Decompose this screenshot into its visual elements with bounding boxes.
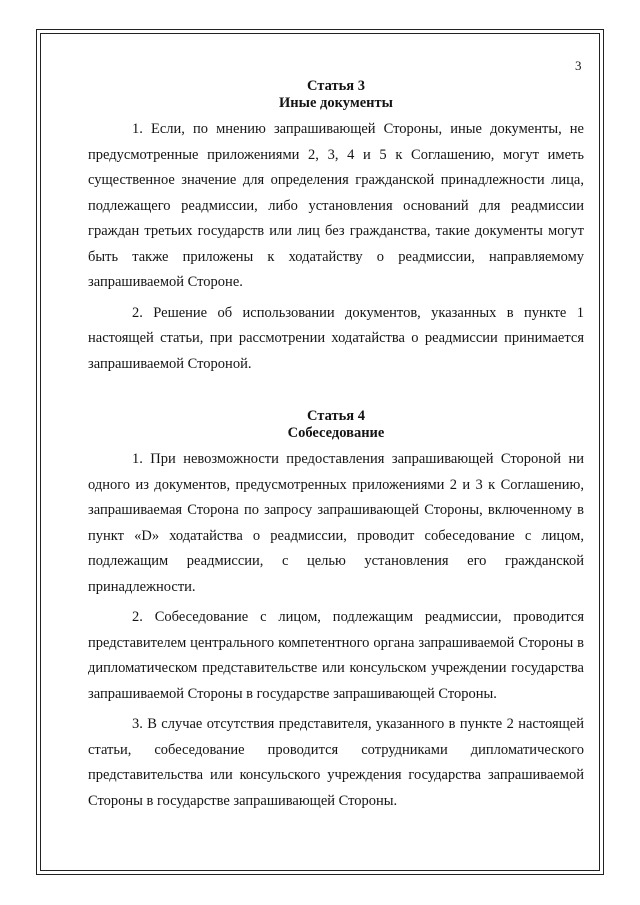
article-4-paragraph-3-text: 3. В случае отсутствия представителя, указанного в пункте 2 настоящей статьи, собеседование проводится сотрудниками дипломатического представительства или консульского учреждения государства запрашиваемой Стороны в государстве запрашивающей Стороны. [88,716,584,809]
article-3-paragraph-1 [88,117,584,296]
article-3-paragraph-2-text: 2. Решение об использовании документов, указанных в пункте 1 настоящей статьи, при рассмотрении ходатайства о реадмиссии принимается запрашиваемой Стороной. [88,304,584,372]
article-4-paragraph-1 [88,447,584,600]
article-3-paragraph-2 [88,301,584,378]
article-4-paragraph-2 [88,605,584,707]
page-number: 3 [575,58,582,73]
article-3-title: Статья 3 [307,78,365,94]
document-body [88,78,584,814]
article-3-paragraph-1-text: 1. Если, по мнению запрашивающей Стороны, иные документы, не предусмотренные приложениями 2, 3, 4 и 5 к Соглашению, могут иметь существенное значение для определения гражданской принадлежности лица, подлежащего реадмиссии, либо установления оснований для реадмиссии граждан третьих государств или лиц без гражданства, такие документы могут быть также приложены к ходатайству о реадмиссии, направляемому запрашиваемой Стороне. [88,121,584,290]
article-4-paragraph-3 [88,712,584,814]
article-4-paragraph-1-text: 1. При невозможности предоставления запрашивающей Стороной ни одного из документов, предусмотренных приложениями 2 и 3 к Соглашению, запрашиваемая Сторона по запросу запрашивающей Стороны, включенному в пункт «D» ходатайства о реадмиссии, проводит собеседование с лицом, подлежащим реадмиссии, с целью установления его гражданской принадлежности. [88,451,584,595]
article-4-title: Статья 4 [307,408,365,424]
article-3-subtitle: Иные документы [279,95,393,111]
article-4-paragraph-2-text: 2. Собеседование с лицом, подлежащим реадмиссии, проводится представителем центрального компетентного органа запрашиваемой Стороны в дипломатическом представительстве или консульском учреждении государства запрашиваемой Стороны в государстве запрашивающей Стороны. [88,609,584,702]
article-4-subtitle: Собеседование [287,425,385,441]
